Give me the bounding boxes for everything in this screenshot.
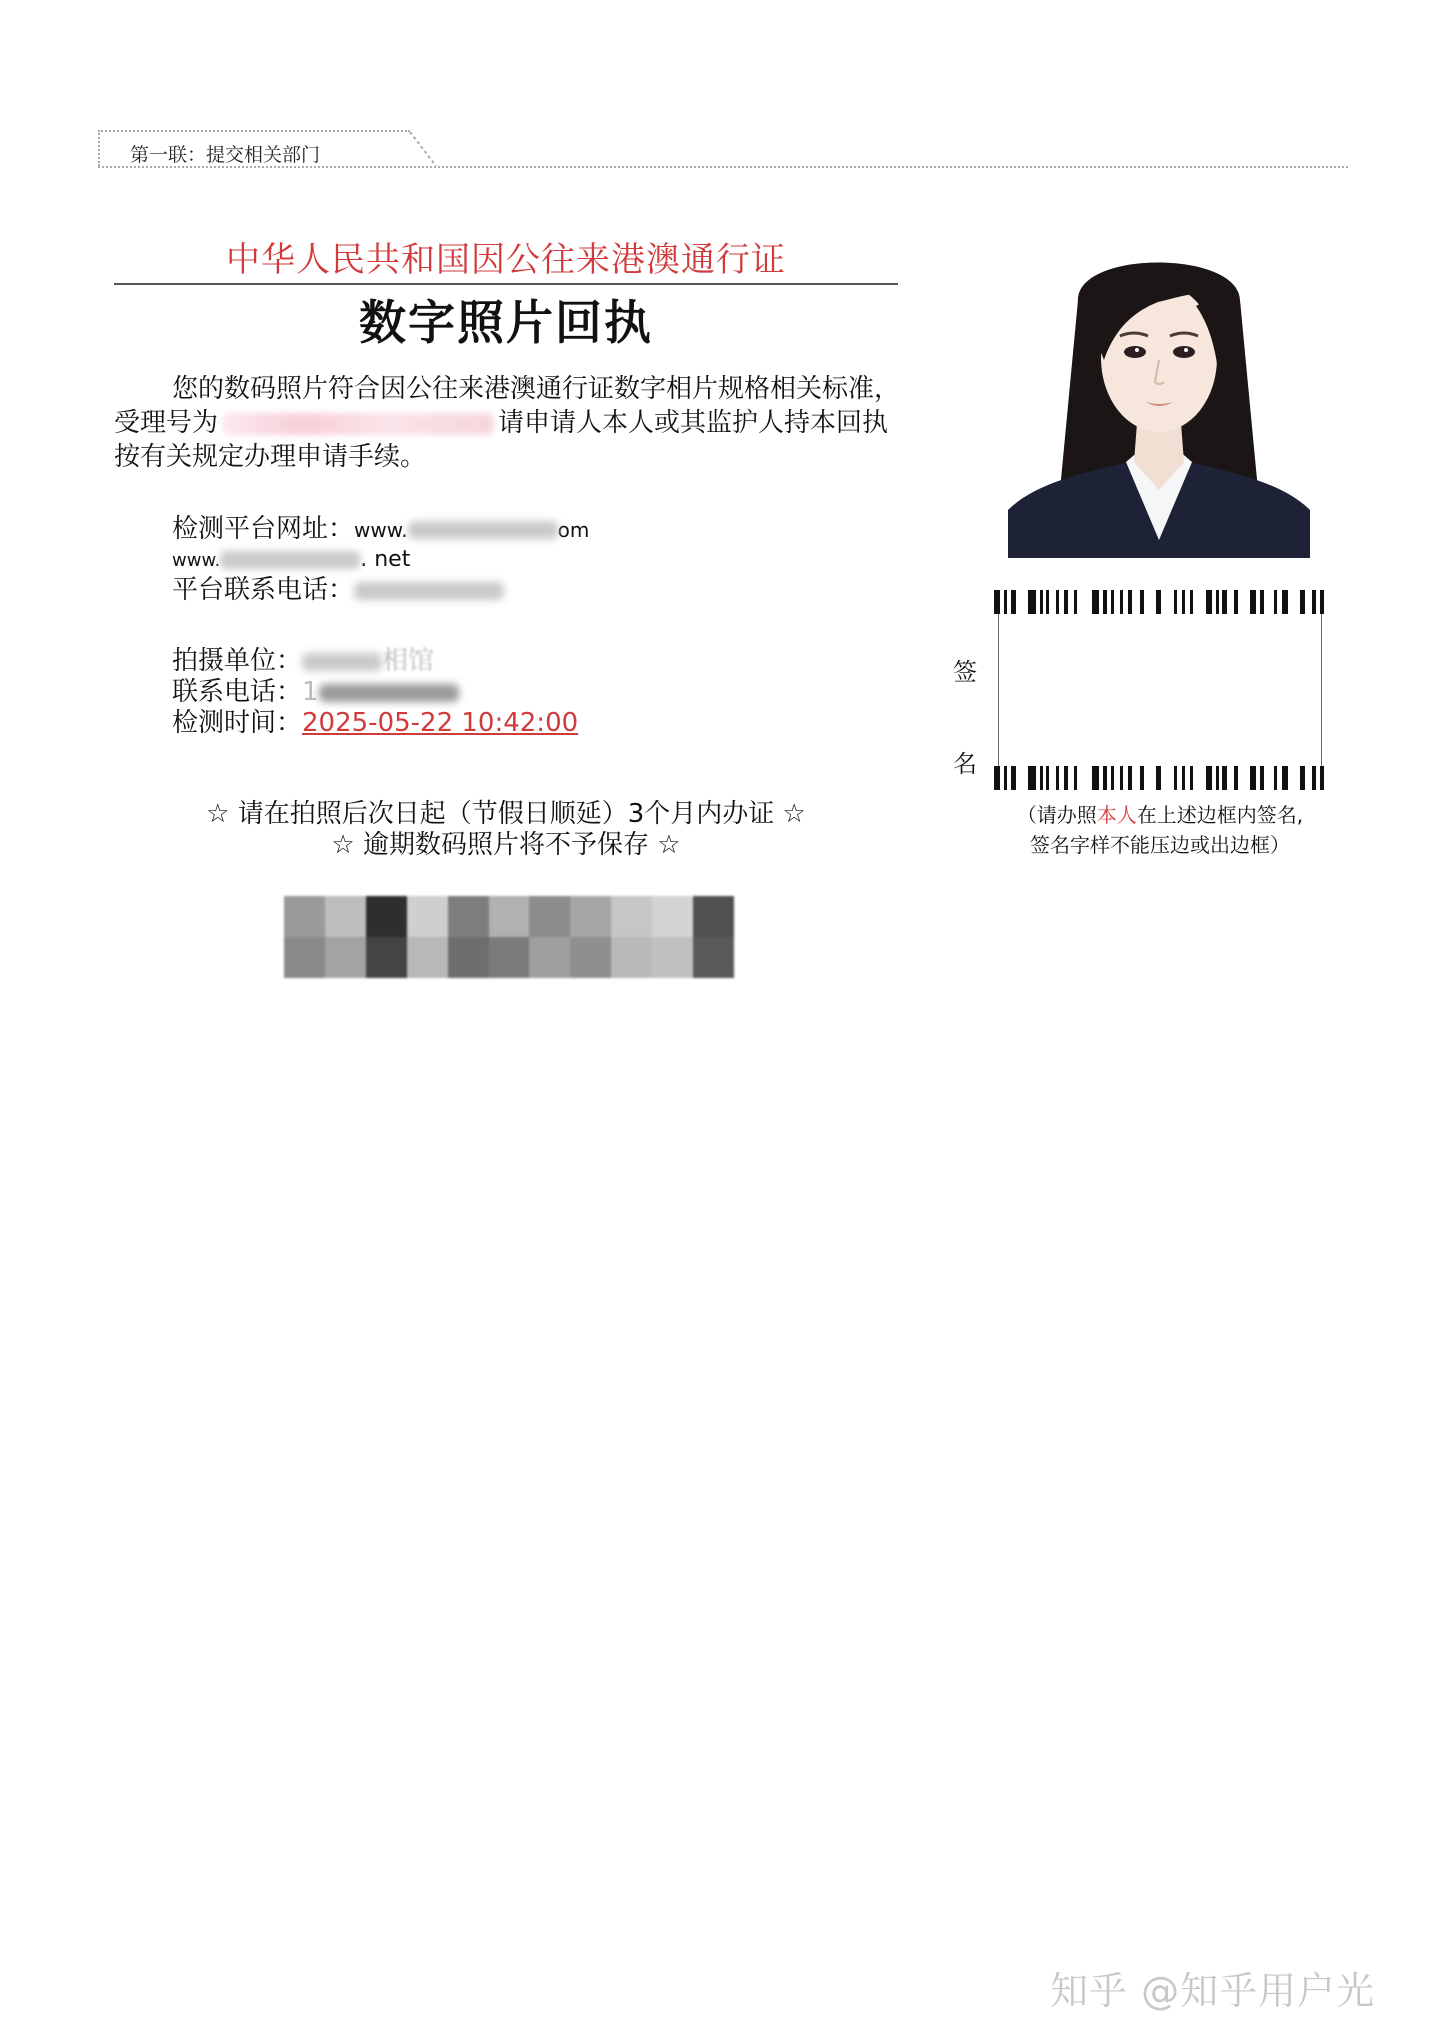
signature-char1: 签 xyxy=(953,658,977,686)
studio-phone-visible: 1 xyxy=(302,677,319,707)
notice-line1: ☆ 请在拍照后次日起（节假日顺延）3个月内办证 ☆ xyxy=(206,799,806,829)
check-time-line xyxy=(172,708,578,738)
studio-unit-visible: 相馆 xyxy=(382,646,435,676)
redacted-platform-phone xyxy=(354,582,504,600)
platform-url-label: 检测平台网址： xyxy=(172,514,355,544)
signature-instruction xyxy=(980,800,1340,860)
applicant-photo xyxy=(1008,240,1310,558)
check-time-value: 2025-05-22 10:42:00 xyxy=(302,708,579,738)
platform-phone-line xyxy=(172,575,504,605)
signature-instruction-line1 xyxy=(980,800,1340,830)
tab-border-top xyxy=(98,130,410,132)
redacted-url2 xyxy=(220,551,360,569)
redacted-code-mosaic xyxy=(284,896,734,978)
studio-unit-label: 拍摄单位： xyxy=(172,646,303,676)
platform-phone-label: 平台联系电话： xyxy=(172,575,355,605)
note-before: （请办照 xyxy=(1016,803,1097,827)
tab-corner xyxy=(408,132,438,168)
studio-phone-line xyxy=(172,677,459,707)
copy-label: 第一联：提交相关部门 xyxy=(130,144,321,166)
document-title: 数字照片回执 xyxy=(359,296,653,351)
barcode-bottom xyxy=(994,766,1324,790)
signature-char2: 名 xyxy=(953,750,977,778)
note-after: 在上述边框内签名, xyxy=(1136,803,1304,827)
platform-url2-suffix: . net xyxy=(360,547,411,572)
notice-line2: ☆ 逾期数码照片将不予保存 ☆ xyxy=(331,830,681,860)
platform-url2-prefix: www. xyxy=(172,550,221,571)
statement-part2: 请申请人本人或其监护人持本回执按有关规定办理申请手续。 xyxy=(114,408,889,472)
receipt-statement xyxy=(114,372,904,474)
signature-instruction-line2: 签名字样不能压边或出边框） xyxy=(1030,833,1290,857)
redacted-studio-phone xyxy=(319,684,459,702)
platform-url1-suffix: om xyxy=(557,518,590,542)
platform-url2-line xyxy=(172,545,410,576)
platform-url1-prefix: www. xyxy=(354,518,408,542)
redacted-url1 xyxy=(408,521,558,539)
note-red: 本人 xyxy=(1096,803,1137,827)
redacted-studio-name xyxy=(302,653,382,671)
check-time-label: 检测时间： xyxy=(172,708,303,738)
barcode-top xyxy=(994,590,1324,614)
tab-border-left xyxy=(98,130,100,166)
title-rule xyxy=(114,283,898,285)
issuer-title: 中华人民共和国因公往来港澳通行证 xyxy=(226,240,786,280)
studio-phone-label: 联系电话： xyxy=(172,677,303,707)
statement-part1: 您的数码照片符合因公往来港澳通行证数字相片规格相关标准，受理号为 xyxy=(114,374,901,438)
signature-box[interactable] xyxy=(998,614,1322,766)
watermark: 知乎 @知乎用户光 xyxy=(1050,1969,1376,2013)
studio-unit-line xyxy=(172,646,434,676)
dotted-divider xyxy=(98,166,1348,168)
platform-url-line xyxy=(172,514,589,545)
redacted-acceptance-number xyxy=(222,413,494,435)
